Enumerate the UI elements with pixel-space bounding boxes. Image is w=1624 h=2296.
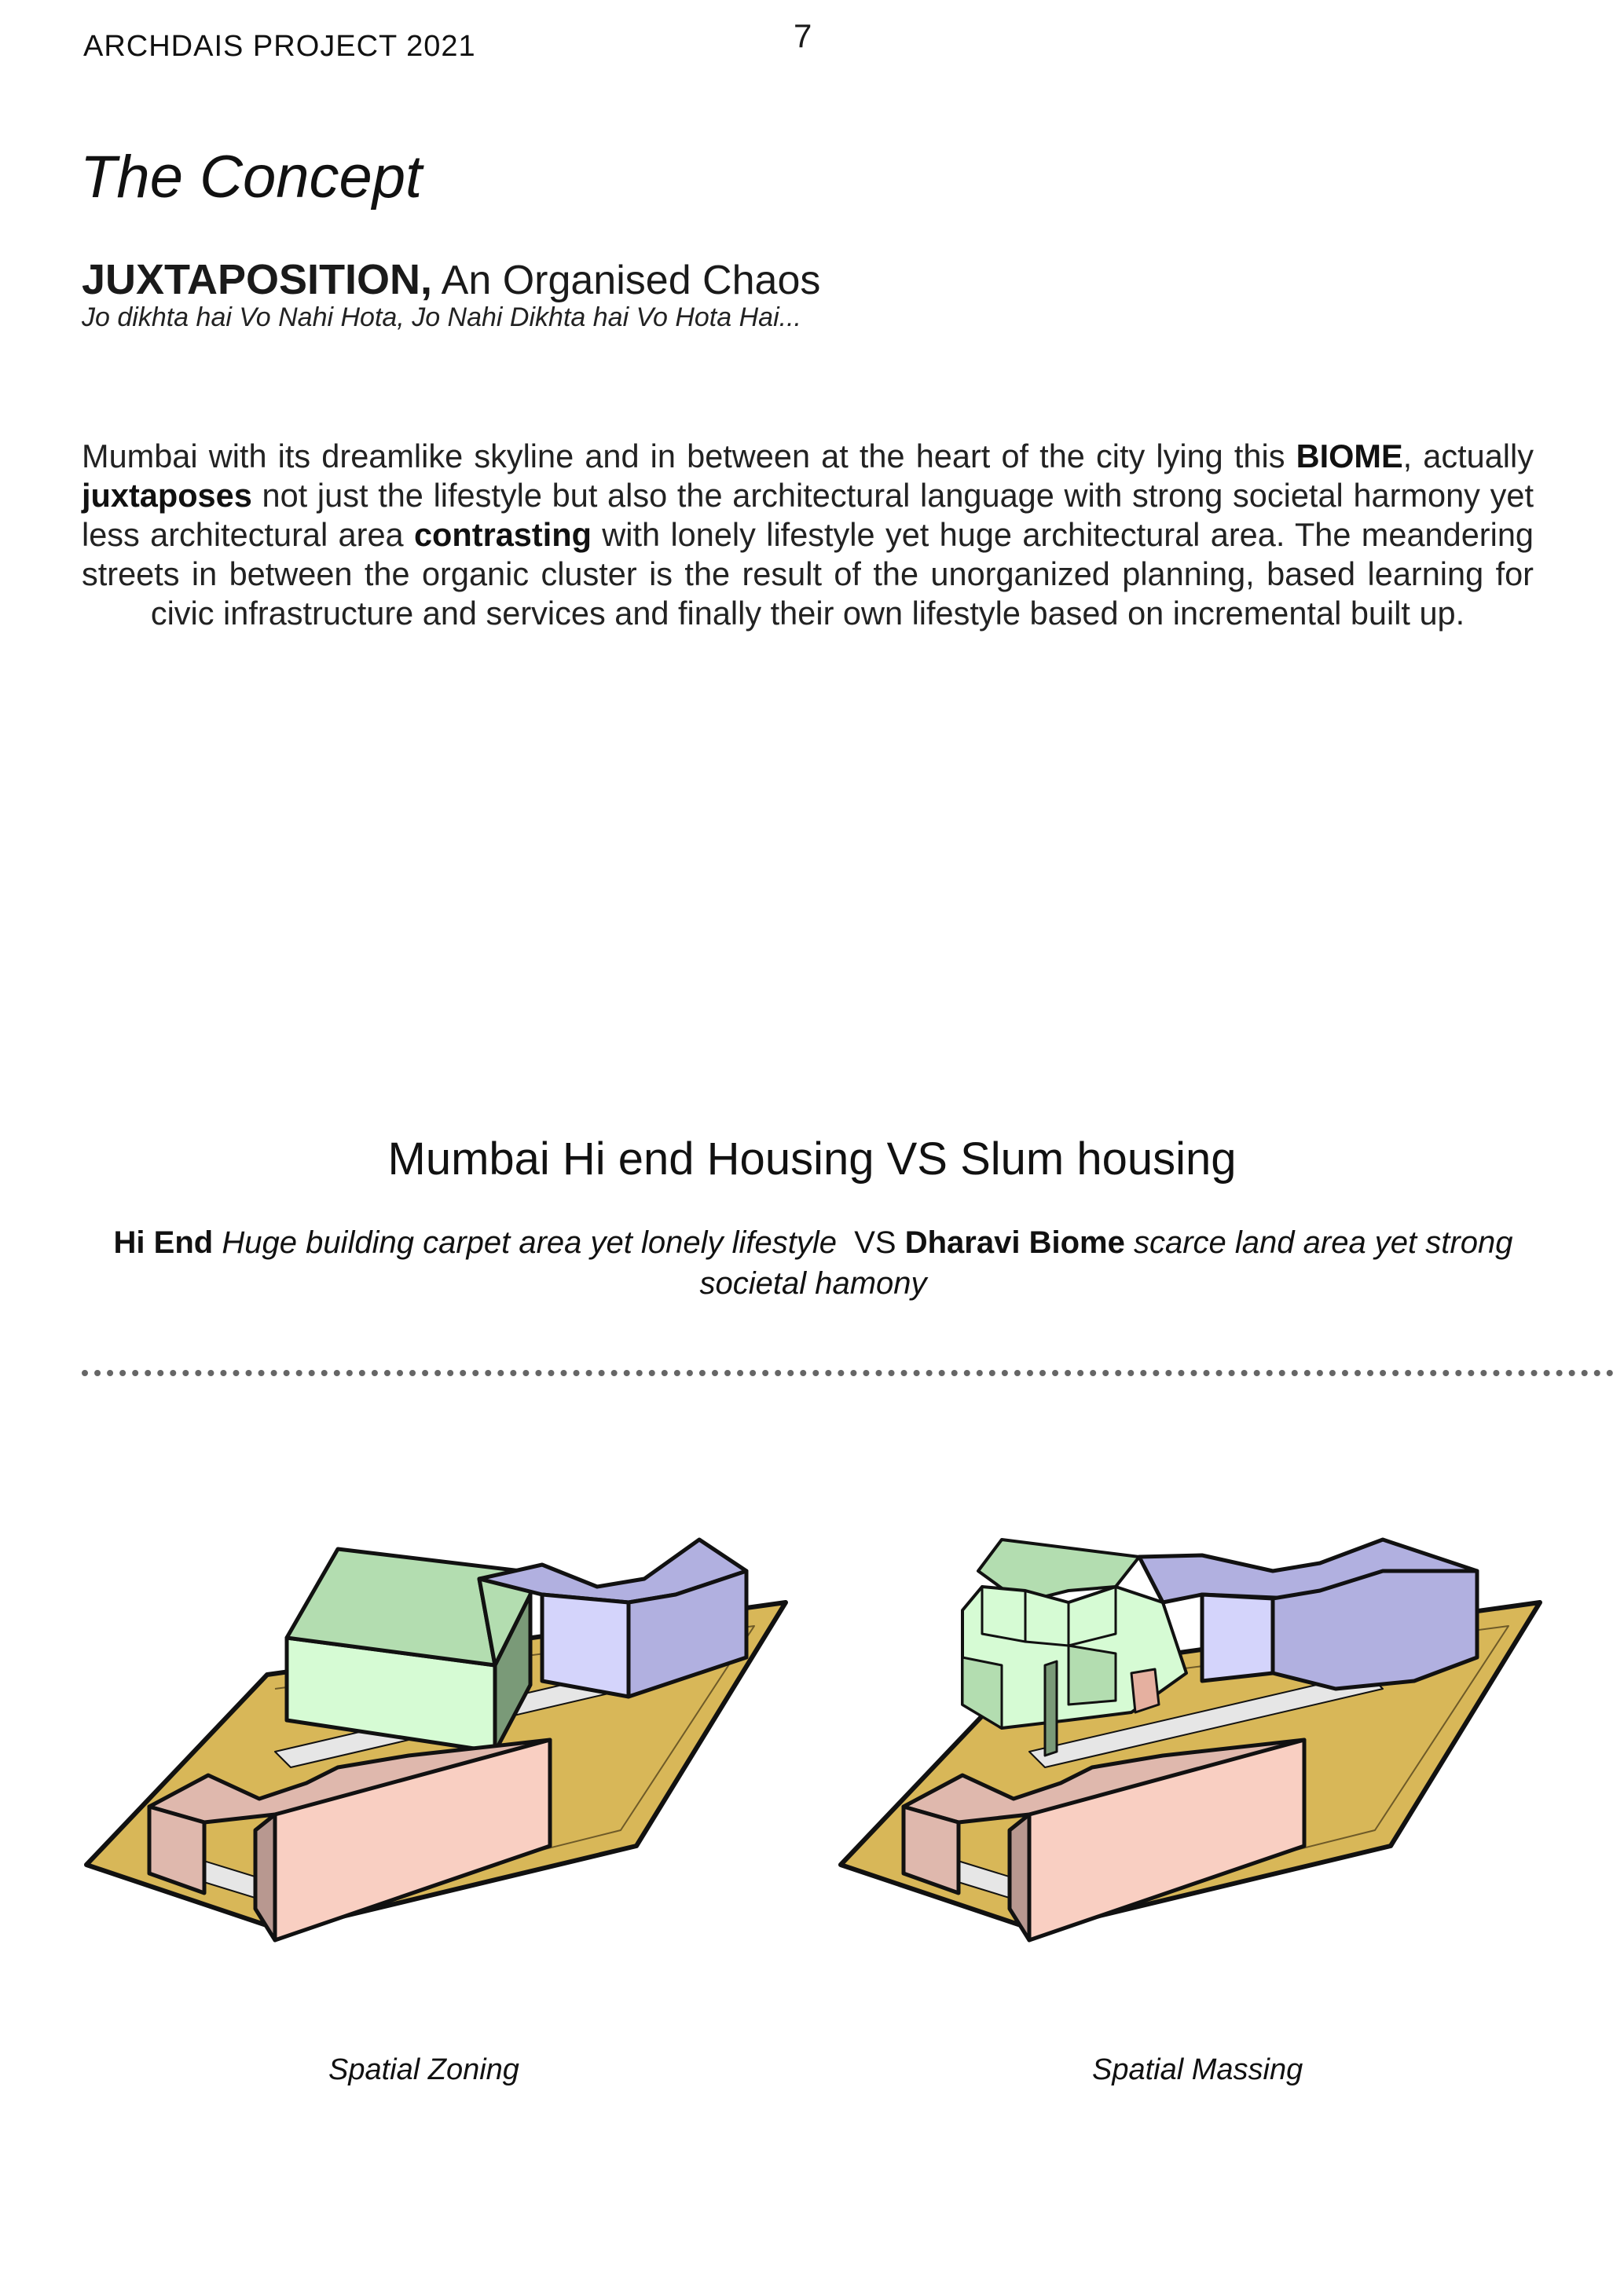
vs-label: VS	[854, 1225, 896, 1260]
spatial-zoning-diagram	[79, 1516, 801, 1972]
hi-end-text: Huge building carpet area yet lonely lifestyle	[222, 1225, 838, 1260]
paragraph-text: Mumbai with its dreamlike skyline and in between at the heart of the city lying this	[82, 438, 1296, 474]
dharavi-text: scarce land area yet strong societal hamony	[699, 1225, 1513, 1301]
paragraph-text: , actually	[1402, 438, 1534, 474]
green-mass-dark	[1045, 1661, 1057, 1756]
page-title: The Concept	[80, 144, 423, 211]
blue-block-side	[1202, 1595, 1273, 1681]
comparison-heading: Mumbai Hi end Housing VS Slum housing	[387, 1133, 1237, 1185]
caption-spatial-massing: Spatial Massing	[1092, 2053, 1303, 2086]
paragraph-text: with lonely lifestyle yet huge architectural area. The meandering streets in between the organic cluster is the result of the unorganized planning, based learning for civic infrastructure and services and finally their own lifestyle based on incremental built up.	[82, 516, 1534, 632]
spatial-massing-diagram	[833, 1516, 1556, 1972]
paragraph-bold-contrasting: contrasting	[413, 516, 592, 553]
paragraph-text: not just the lifestyle but also the architectural language with strong societal harmony yet less architectural area	[82, 477, 1534, 553]
comparison-description	[79, 1222, 1548, 1304]
hi-end-label: Hi End	[113, 1225, 214, 1260]
subtitle-rest: An Organised Chaos	[432, 258, 821, 303]
paragraph-bold-biome: BIOME	[1296, 438, 1403, 474]
concept-tagline: Jo dikhta hai Vo Nahi Hota, Jo Nahi Dikhta hai Vo Hota Hai...	[82, 302, 801, 332]
concept-subtitle	[82, 255, 820, 304]
subtitle-keyword: JUXTAPOSITION,	[82, 256, 433, 303]
dharavi-label: Dharavi Biome	[904, 1225, 1125, 1260]
dotted-divider	[82, 1370, 1614, 1376]
paragraph-bold-juxtaposes: juxtaposes	[82, 477, 252, 514]
caption-spatial-zoning: Spatial Zoning	[328, 2053, 519, 2086]
concept-paragraph	[82, 437, 1534, 633]
page-number: 7	[794, 17, 812, 54]
header-project-title: ARCHDAIS PROJECT 2021	[83, 30, 476, 63]
blue-block-side	[542, 1595, 629, 1697]
